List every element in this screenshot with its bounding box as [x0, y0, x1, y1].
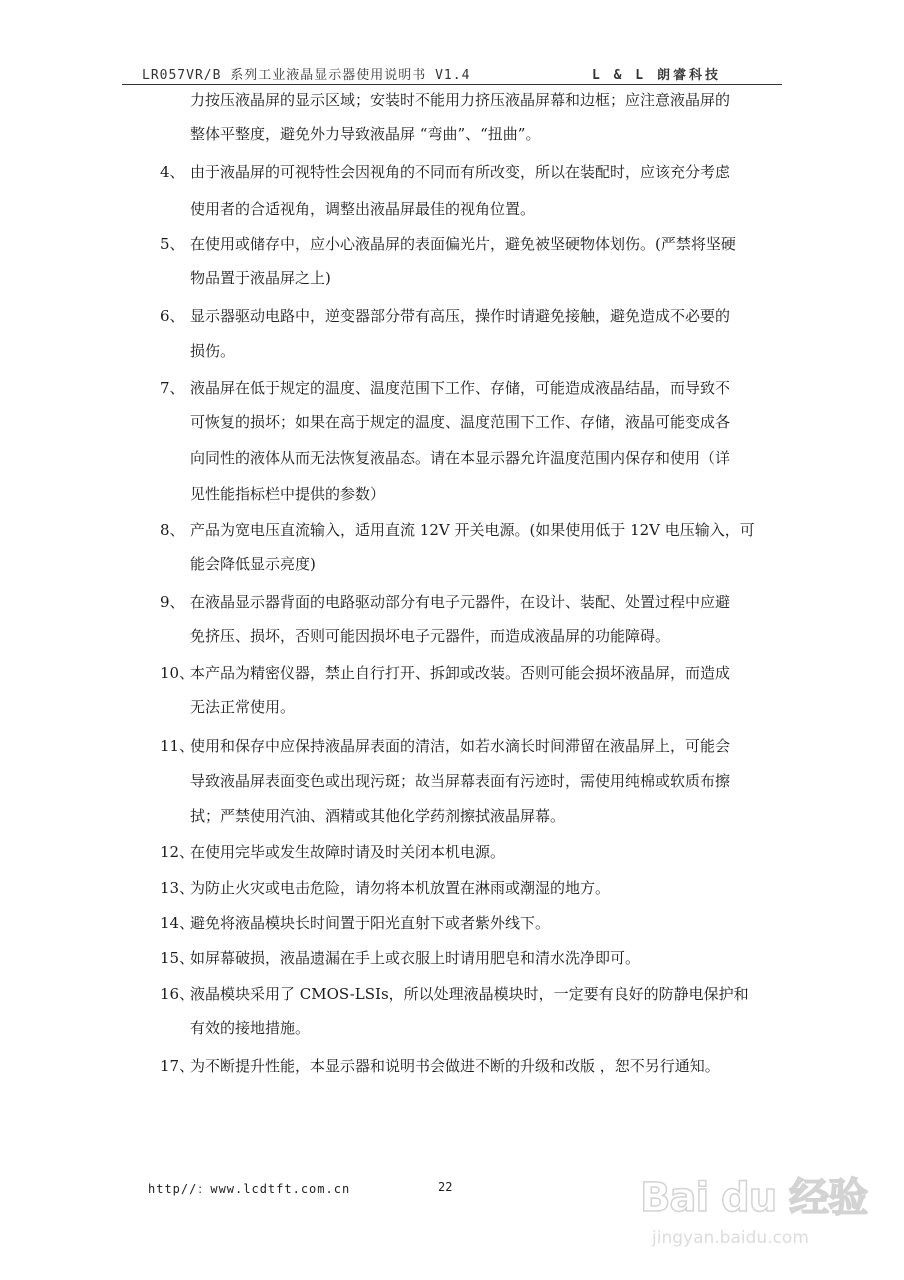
- item-text-line: 见性能指标栏中提供的参数）: [190, 485, 386, 503]
- item-text-line: 为防止火灾或电击危险，请勿将本机放置在淋雨或潮湿的地方。: [190, 879, 611, 897]
- item-number: 12、: [160, 843, 195, 861]
- item-text-line: 使用和保存中应保持液晶屏表面的清洁，如若水滴长时间滞留在液晶屏上，可能会: [190, 737, 731, 755]
- item-number: 8、: [160, 521, 185, 539]
- item-text-line: 液晶模块采用了 CMOS-LSIs，所以处理液晶模块时，一定要有良好的防静电保护和: [190, 985, 749, 1003]
- item-number: 13、: [160, 879, 195, 897]
- item-text-line: 整体平整度，避免外力导致液晶屏 “弯曲”、“扭曲”。: [190, 125, 541, 143]
- item-text-line: 本产品为精密仪器，禁止自行打开、拆卸或改装。否则可能会损坏液晶屏，而造成: [190, 664, 731, 682]
- item-text-line: 导致液晶屏表面变色或出现污斑；故当屏幕表面有污迹时，需使用纯棉或软质布擦: [190, 772, 731, 790]
- item-number: 15、: [160, 949, 195, 967]
- item-text-line: 能会降低显示亮度): [190, 555, 316, 573]
- item-text-line: 可恢复的损坏；如果在高于规定的温度、温度范围下工作、存储，液晶可能变成各: [190, 413, 731, 431]
- item-number: 5、: [160, 235, 185, 253]
- watermark-url: jingyan.baidu.com: [652, 1228, 809, 1248]
- baidu-watermark: [640, 1150, 870, 1260]
- item-text-line: 液晶屏在低于规定的温度、温度范围下工作、存储，可能造成液晶结晶，而导致不: [190, 379, 731, 397]
- item-text-line: 力按压液晶屏的显示区域；安装时不能用力挤压液晶屏幕和边框；应注意液晶屏的: [190, 91, 731, 109]
- item-text-line: 向同性的液体从而无法恢复液晶态。请在本显示器允许温度范围内保存和使用（详: [190, 449, 731, 467]
- item-text-line: 在使用完毕或发生故障时请及时关闭本机电源。: [190, 843, 506, 861]
- item-number: 7、: [160, 379, 185, 397]
- item-text-line: 损伤。: [190, 342, 236, 360]
- item-text-line: 在使用或储存中，应小心液晶屏的表面偏光片，避免被坚硬物体划伤。(严禁将坚硬: [190, 235, 736, 253]
- item-text-line: 产品为宽电压直流输入，适用直流 12V 开关电源。(如果使用低于 12V 电压输入，可: [190, 521, 755, 539]
- item-number: 16、: [160, 985, 195, 1003]
- item-number: 17、: [160, 1057, 195, 1075]
- item-text-line: 物品置于液晶屏之上): [190, 269, 331, 287]
- header-company: L & L 朗睿科技: [592, 68, 721, 83]
- item-text-line: 在液晶显示器背面的电路驱动部分有电子元器件，在设计、装配、处置过程中应避: [190, 593, 731, 611]
- item-text-line: 为不断提升性能，本显示器和说明书会做进不断的升级和改版 ，恕不另行通知。: [190, 1057, 720, 1075]
- item-text-line: 使用者的合适视角，调整出液晶屏最佳的视角位置。: [190, 200, 536, 218]
- item-text-line: 由于液晶屏的可视特性会因视角的不同而有所改变，所以在装配时，应该充分考虑: [190, 163, 731, 181]
- item-text-line: 免挤压、损坏，否则可能因损坏电子元器件，而造成液晶屏的功能障碍。: [190, 627, 671, 645]
- item-text-line: 拭；严禁使用汽油、酒精或其他化学药剂擦拭液晶屏幕。: [190, 807, 566, 825]
- item-text-line: 有效的接地措施。: [190, 1019, 311, 1037]
- watermark-brand: Bai du 经验: [640, 1175, 868, 1221]
- item-number: 11、: [160, 737, 195, 755]
- item-text-line: 避免将液晶模块长时间置于阳光直射下或者紫外线下。: [190, 914, 551, 932]
- item-text-line: 无法正常使用。: [190, 698, 296, 716]
- item-number: 9、: [160, 593, 185, 611]
- footer-url: http//：www.lcdtft.com.cn: [148, 1182, 351, 1196]
- item-text-line: 如屏幕破损，液晶遗漏在手上或衣服上时请用肥皂和清水洗净即可。: [190, 949, 641, 967]
- header-title: LR057VR/B 系列工业液晶显示器使用说明书 V1.4: [142, 68, 471, 83]
- item-text-line: 显示器驱动电路中，逆变器部分带有高压，操作时请避免接触，避免造成不必要的: [190, 307, 731, 325]
- item-number: 4、: [160, 163, 185, 181]
- item-number: 6、: [160, 307, 185, 325]
- item-number: 10、: [160, 664, 195, 682]
- page-number: 22: [438, 1180, 453, 1194]
- item-number: 14、: [160, 914, 195, 932]
